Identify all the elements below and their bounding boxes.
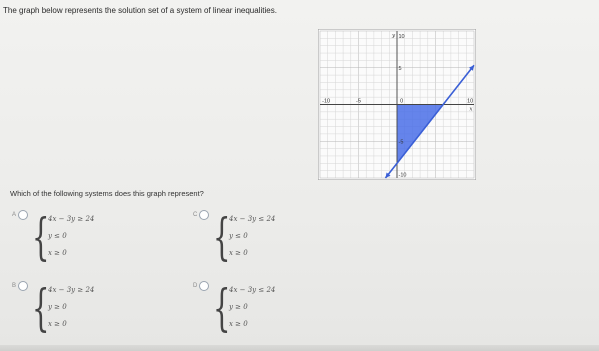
choice-b-radio[interactable]: [18, 281, 28, 291]
choice-c-letter: C: [193, 212, 198, 218]
choice-a-letter: A: [12, 212, 17, 218]
choice-b-inequality-2: y ≥ 0: [48, 303, 67, 311]
choice-c-system: [213, 208, 333, 266]
brace-icon: {: [32, 279, 50, 337]
brace-icon: {: [32, 208, 50, 266]
choice-b[interactable]: [12, 279, 95, 337]
choice-d-inequality-3: x ≥ 0: [229, 320, 248, 328]
brace-icon: {: [213, 279, 231, 337]
choice-c-inequality-1: 4x − 3y ≤ 24: [229, 215, 276, 223]
choice-c-radio[interactable]: [199, 210, 209, 220]
graph-svg: [318, 29, 476, 180]
choice-d[interactable]: [193, 279, 276, 337]
choice-a[interactable]: [12, 208, 95, 266]
choice-d-letter: D: [193, 283, 198, 289]
y-tick-label: 10: [398, 34, 405, 41]
brace-icon: {: [213, 208, 231, 266]
choice-d-radio[interactable]: [199, 281, 209, 291]
choice-d-inequality-2: y ≥ 0: [229, 303, 248, 311]
choice-d-inequality-1: 4x − 3y ≤ 24: [229, 286, 276, 294]
x-tick-label: -10: [322, 98, 331, 105]
solution-graph: [318, 29, 476, 180]
problem-prompt: The graph below represents the solution set of a system of linear inequalities.: [3, 6, 277, 15]
y-axis-label: y: [392, 32, 396, 39]
y-tick-label: -10: [398, 172, 407, 179]
choice-a-radio[interactable]: [18, 210, 28, 220]
x-tick-label: 10: [467, 98, 474, 105]
x-axis-label: x: [469, 106, 473, 113]
question-text: Which of the following systems does this graph represent?: [10, 189, 204, 198]
choice-c-inequality-3: x ≥ 0: [229, 249, 248, 257]
choice-b-inequality-1: 4x − 3y ≥ 24: [48, 286, 95, 294]
choice-d-system: [213, 279, 333, 337]
choice-a-system: [32, 208, 152, 266]
y-tick-label: 5: [398, 65, 402, 72]
choice-a-inequality-1: 4x − 3y ≥ 24: [48, 215, 95, 223]
choice-c[interactable]: [193, 208, 276, 266]
bottom-divider: [0, 345, 599, 351]
x-tick-label: 0: [400, 98, 404, 105]
choice-b-system: [32, 279, 152, 337]
choice-b-letter: B: [12, 283, 17, 289]
y-tick-label: -5: [398, 139, 404, 146]
choice-c-inequality-2: y ≤ 0: [229, 232, 248, 240]
choice-a-inequality-2: y ≤ 0: [48, 232, 67, 240]
choice-b-inequality-3: x ≥ 0: [48, 320, 67, 328]
choice-a-inequality-3: x ≥ 0: [48, 249, 67, 257]
x-tick-label: -5: [356, 98, 361, 105]
